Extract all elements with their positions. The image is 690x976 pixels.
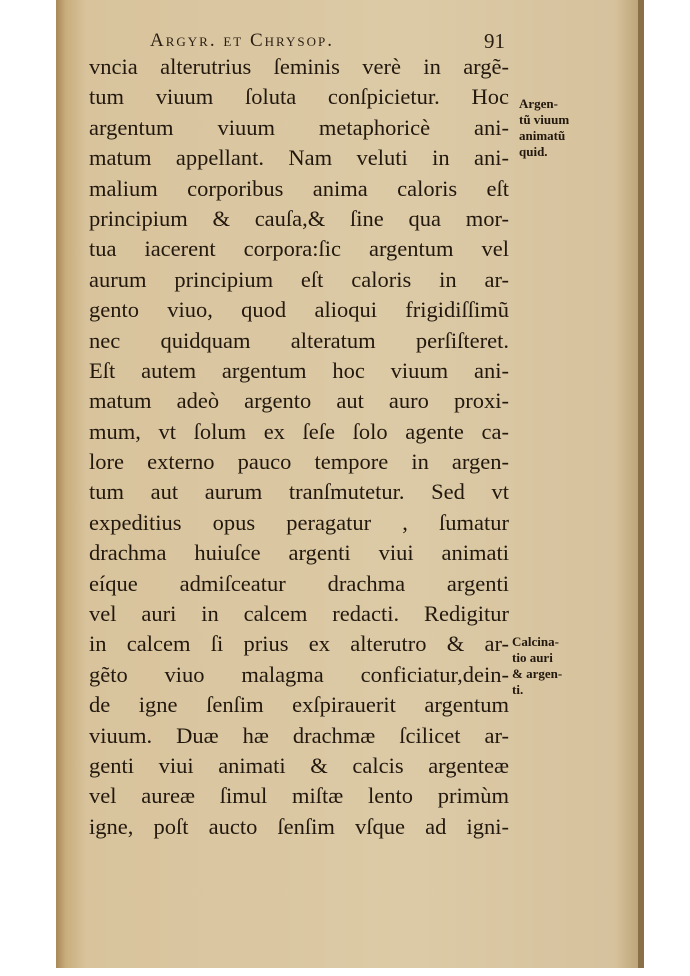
marginal-note-line: Calcina- bbox=[512, 634, 559, 649]
text-line: in calcem ſi prius ex alterutro & ar- bbox=[89, 631, 509, 657]
text-line: eíque admiſceatur drachma argenti bbox=[89, 570, 509, 596]
text-line: de igne ſenſim exſpirauerit argentum bbox=[89, 692, 509, 718]
text-line: expeditius opus peragatur , ſumatur bbox=[89, 509, 509, 535]
text-line: tum viuum ſoluta conſpicietur. Hoc bbox=[89, 84, 509, 110]
text-line: Eſt autem argentum hoc viuum ani- bbox=[89, 357, 509, 383]
text-line: vncia alterutrius ſeminis verè in argẽ- bbox=[89, 54, 509, 79]
body-text bbox=[89, 52, 509, 842]
text-line: lore externo pauco tempore in argen- bbox=[89, 449, 509, 475]
text-line: genti viui animati & calcis argenteæ bbox=[89, 752, 509, 778]
text-line: igne, poſt aucto ſenſim vſque ad igni- bbox=[89, 813, 509, 839]
marginal-note-line: Argen- bbox=[519, 96, 558, 111]
marginal-note-line: animatũ bbox=[519, 128, 566, 143]
page-number: 91 bbox=[484, 29, 505, 53]
marginal-note-calcinatio bbox=[512, 634, 562, 698]
text-line: vel aureæ ſimul miſtæ lento primùm bbox=[89, 783, 509, 809]
text-line: nec quidquam alteratum perſiſteret. bbox=[89, 327, 509, 353]
marginal-note-line: ti. bbox=[512, 682, 524, 697]
text-line: principium & cauſa,& ſine qua mor- bbox=[89, 205, 509, 231]
marginal-note-line: tũ viuum bbox=[519, 112, 570, 127]
text-line: viuum. Duæ hæ drachmæ ſcilicet ar- bbox=[89, 722, 509, 748]
marginal-note-line: quid. bbox=[519, 144, 548, 159]
page-edge bbox=[638, 0, 644, 968]
text-line: argentum viuum metaphoricè ani- bbox=[89, 114, 509, 140]
running-title: Argyr. et Chrysop. bbox=[150, 30, 334, 51]
text-line: aurum principium eſt caloris in ar- bbox=[89, 266, 509, 292]
text-line: matum appellant. Nam veluti in ani- bbox=[89, 145, 509, 171]
text-line: vel auri in calcem redacti. Redigitur bbox=[89, 601, 509, 627]
text-line: tum aut aurum tranſmutetur. Sed vt bbox=[89, 479, 509, 505]
text-line: gẽto viuo malagma conficiatur,dein- bbox=[89, 661, 509, 687]
text-line: gento viuo, quod alioqui frigidiſſimũ bbox=[89, 297, 509, 323]
text-line: malium corporibus anima caloris eſt bbox=[89, 175, 509, 201]
marginal-note-line: & argen- bbox=[512, 666, 563, 681]
text-line: mum, vt ſolum ex ſeſe ſolo agente ca- bbox=[89, 418, 509, 444]
text-line: drachma huiuſce argenti viui animati bbox=[89, 540, 509, 566]
text-line: tua iacerent corpora:ſic argentum vel bbox=[89, 236, 509, 262]
marginal-note-line: tio auri bbox=[512, 650, 553, 665]
marginal-note-argentum bbox=[519, 96, 569, 160]
text-line: matum adeò argento aut auro proxi- bbox=[89, 388, 509, 414]
